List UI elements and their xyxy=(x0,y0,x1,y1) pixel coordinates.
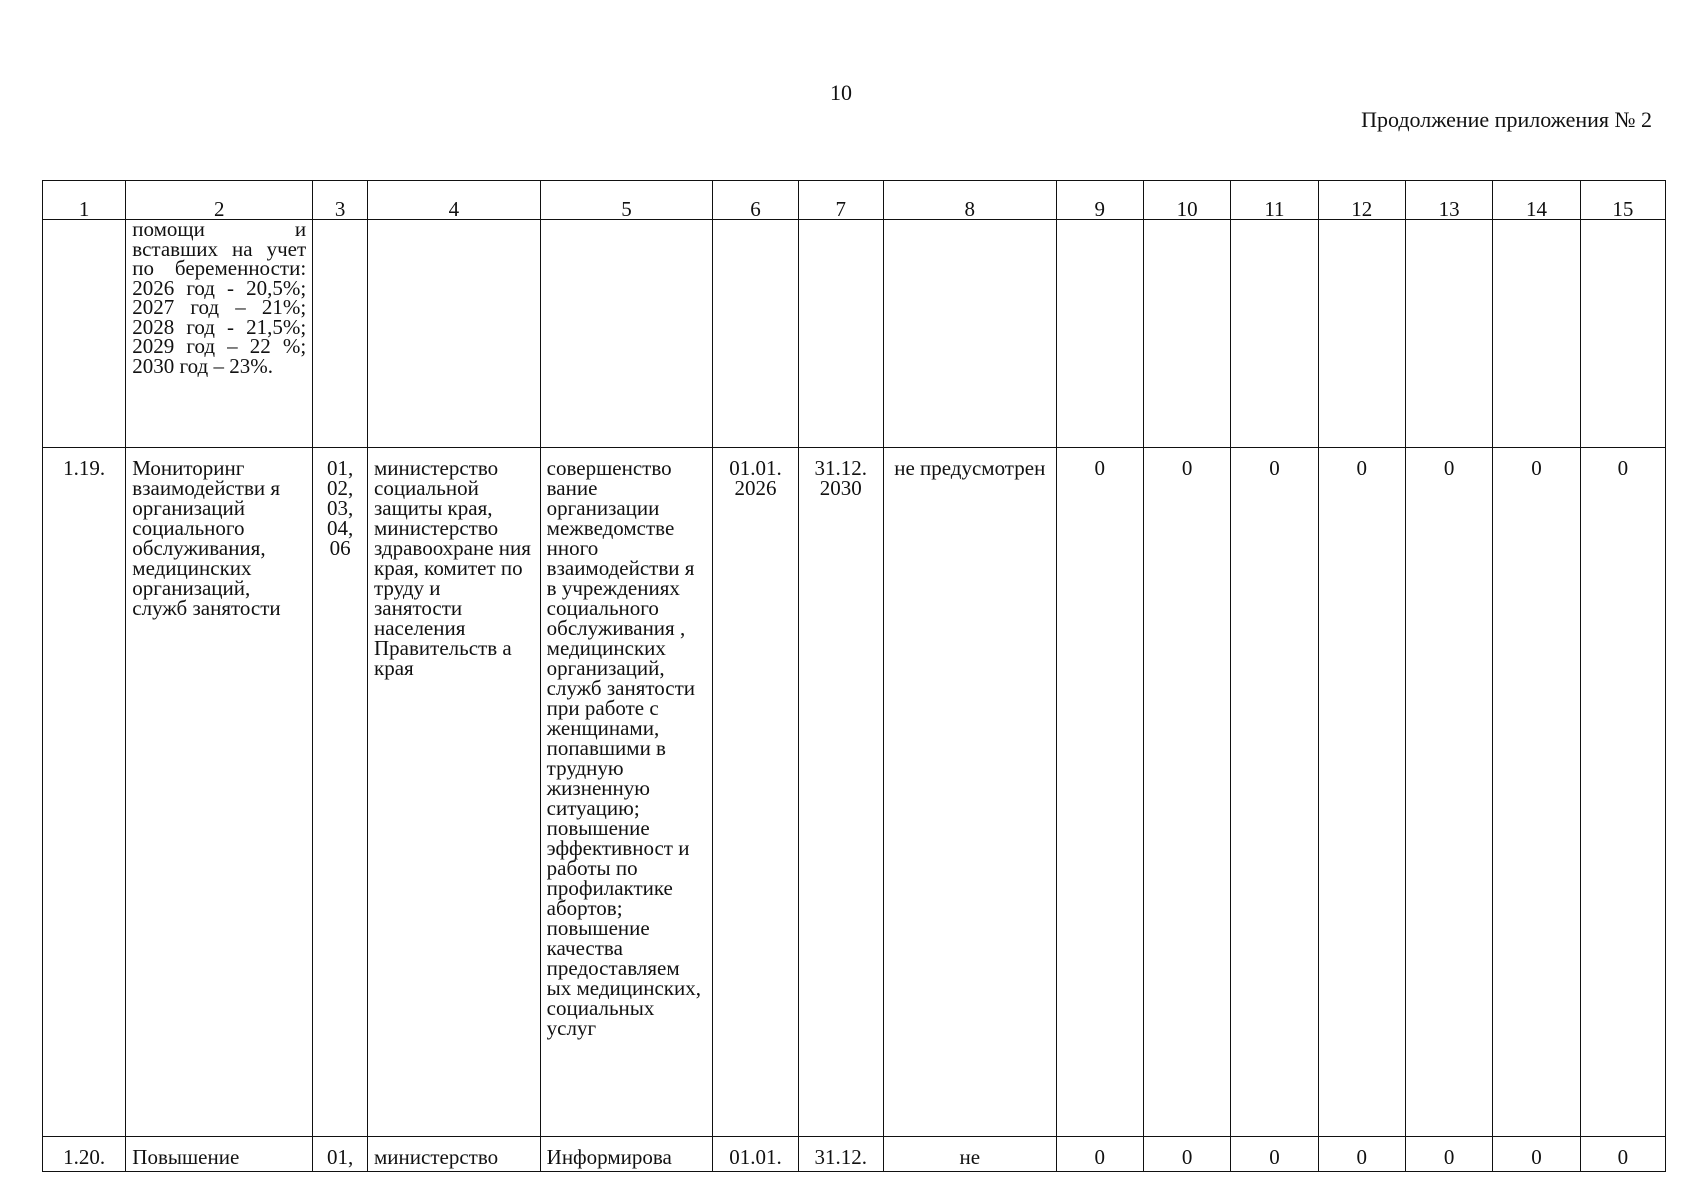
cell-value xyxy=(1580,220,1665,448)
column-number: 11 xyxy=(1231,181,1318,220)
cell-result: совершенство вание организации межведомстве нного взаимодействи я в учреждениях социального обслуживания , медицинских организаций, служб занятости при работе с женщинами, попавшими в трудную жизненную ситуацию; повышение эффективност и работы по профилактике абортов; повышение качества предоставляем ых медицинских, социальных услуг xyxy=(540,448,713,1137)
cell-measure-name: помощи и вставших на учет по беременности: 2026 год - 20,5%; 2027 год – 21%; 2028 год - 21,5%; 2029 год – 22 %; 2030 год – 23%. xyxy=(126,220,313,448)
cell-value: 0 xyxy=(1405,1137,1492,1172)
cell-executor: министерство социальной защиты края, министерство здравоохране ния края, комитет по труду и занятости населения Правительств а края xyxy=(368,448,541,1137)
column-number: 2 xyxy=(126,181,313,220)
cell-value: 0 xyxy=(1493,1137,1580,1172)
cell-value: 0 xyxy=(1231,1137,1318,1172)
cell-value xyxy=(1405,220,1492,448)
cell-end-date xyxy=(798,220,883,448)
cell-value xyxy=(1056,220,1143,448)
cell-measure-name: Мониторинг взаимодействи я организаций социального обслуживания, медицинских организаций, служб занятости xyxy=(126,448,313,1137)
cell-value xyxy=(1231,220,1318,448)
column-number: 10 xyxy=(1143,181,1230,220)
page-number: 10 xyxy=(830,80,852,105)
table-row-1-20 xyxy=(43,1137,1666,1172)
cell-value: 0 xyxy=(1580,1137,1665,1172)
cell-executor xyxy=(368,220,541,448)
column-number: 3 xyxy=(313,181,368,220)
cell-value: 0 xyxy=(1056,448,1143,1137)
cell-value xyxy=(1493,220,1580,448)
cell-start-date: 01.01. xyxy=(713,1137,798,1172)
cell-code: 01, 02, 03, 04, 06 xyxy=(313,448,368,1137)
cell-value: 0 xyxy=(1318,1137,1405,1172)
program-measures-table xyxy=(42,180,1666,1172)
column-number: 8 xyxy=(883,181,1056,220)
column-number-row xyxy=(43,181,1666,220)
table-row-1-19 xyxy=(43,448,1666,1137)
column-number: 4 xyxy=(368,181,541,220)
cell-value: 0 xyxy=(1493,448,1580,1137)
cell-result xyxy=(540,220,713,448)
cell-number: 1.20. xyxy=(43,1137,126,1172)
column-number: 13 xyxy=(1405,181,1492,220)
cell-value: 0 xyxy=(1143,1137,1230,1172)
cell-value xyxy=(1143,220,1230,448)
cell-value: 0 xyxy=(1143,448,1230,1137)
column-number: 15 xyxy=(1580,181,1665,220)
column-number: 1 xyxy=(43,181,126,220)
column-number: 9 xyxy=(1056,181,1143,220)
appendix-continuation-note: Продолжение приложения № 2 xyxy=(1361,107,1652,132)
cell-end-date: 31.12. 2030 xyxy=(798,448,883,1137)
column-number: 12 xyxy=(1318,181,1405,220)
cell-number: 1.19. xyxy=(43,448,126,1137)
cell-code: 01, xyxy=(313,1137,368,1172)
cell-code xyxy=(313,220,368,448)
cell-value: 0 xyxy=(1056,1137,1143,1172)
cell-value: 0 xyxy=(1405,448,1492,1137)
column-number: 5 xyxy=(540,181,713,220)
table-row-continuation xyxy=(43,220,1666,448)
cell-start-date: 01.01. 2026 xyxy=(713,448,798,1137)
cell-source: не xyxy=(883,1137,1056,1172)
cell-number xyxy=(43,220,126,448)
cell-source xyxy=(883,220,1056,448)
column-number: 14 xyxy=(1493,181,1580,220)
cell-source: не предусмотрен xyxy=(883,448,1056,1137)
cell-result: Информирова xyxy=(540,1137,713,1172)
cell-value xyxy=(1318,220,1405,448)
column-number: 6 xyxy=(713,181,798,220)
cell-value: 0 xyxy=(1318,448,1405,1137)
cell-end-date: 31.12. xyxy=(798,1137,883,1172)
cell-value: 0 xyxy=(1231,448,1318,1137)
cell-start-date xyxy=(713,220,798,448)
cell-measure-name: Повышение xyxy=(126,1137,313,1172)
cell-value: 0 xyxy=(1580,448,1665,1137)
cell-executor: министерство xyxy=(368,1137,541,1172)
column-number: 7 xyxy=(798,181,883,220)
